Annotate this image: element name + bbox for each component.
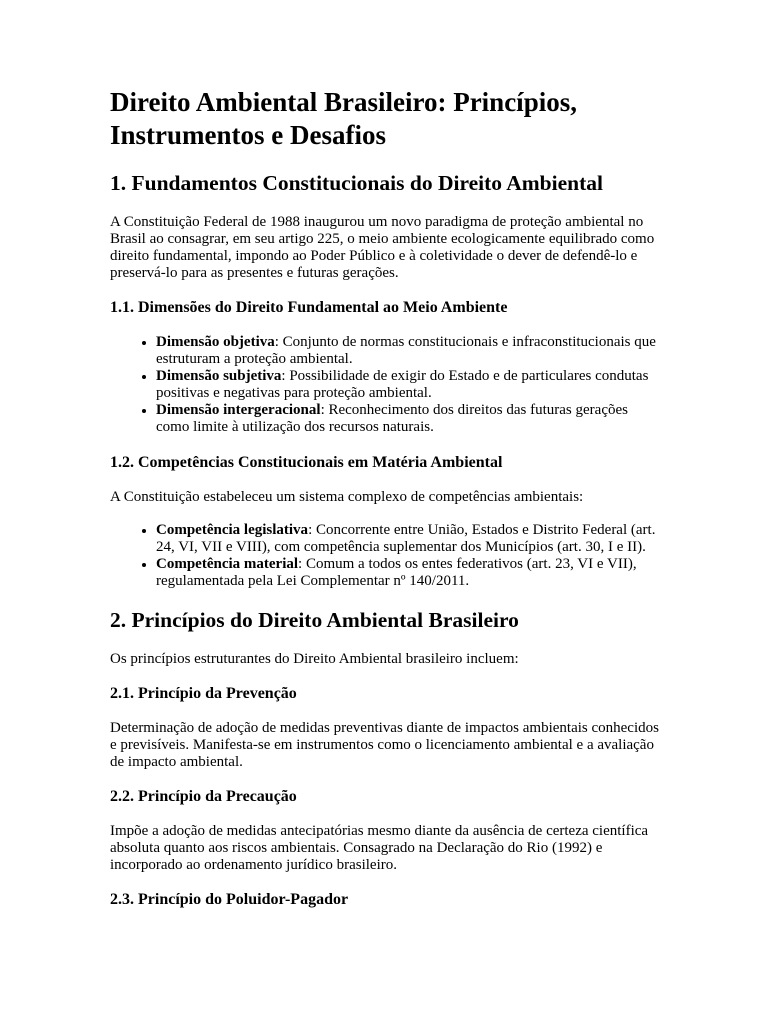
subsection-2-2-paragraph: Impõe a adoção de medidas antecipatórias mesmo diante da ausência de certeza científica absoluta quanto aos riscos ambientais. Consagrado na Declaração do Rio (1992) e incorporado ao ordenamento jurídico brasileiro.	[110, 823, 649, 873]
subsection-2-2-heading: 2.2. Princípio da Precaução	[110, 788, 297, 805]
list-item-text: : Comum a todos os entes federativos (art. 23, VI e VII), regulamentada pela Lei Complementar nº 140/2011.	[156, 556, 637, 589]
list-item-term: Competência material	[156, 556, 299, 572]
dimensions-list	[110, 334, 660, 436]
list-item-text: : Reconhecimento dos direitos das futuras gerações como limite à utilização dos recursos naturais.	[156, 402, 628, 435]
list-item-text: : Possibilidade de exigir do Estado e de particulares condutas positivas e negativas para proteção ambiental.	[156, 368, 649, 401]
document-title: Direito Ambiental Brasileiro: Princípios, Instrumentos e Desafios	[110, 87, 577, 150]
subsection-2-1-paragraph: Determinação de adoção de medidas preventivas diante de impactos ambientais conhecidos e previsíveis. Manifesta-se em instrumentos como o licenciamento ambiental e a avaliação de impacto ambiental.	[110, 720, 659, 770]
list-item-term: Dimensão objetiva	[156, 334, 275, 350]
subsection-1-2-heading: 1.2. Competências Constitucionais em Matéria Ambiental	[110, 454, 503, 471]
list-item	[156, 402, 660, 436]
list-item-term: Dimensão intergeracional	[156, 402, 321, 418]
subsection-2-3-heading: 2.3. Princípio do Poluidor-Pagador	[110, 891, 349, 908]
list-item	[156, 368, 660, 402]
list-item	[156, 556, 660, 590]
subsection-1-1-heading: 1.1. Dimensões do Direito Fundamental ao Meio Ambiente	[110, 299, 508, 316]
list-item-text: : Conjunto de normas constitucionais e infraconstitucionais que estruturam a proteção ambiental.	[156, 334, 656, 367]
list-item-text: : Concorrente entre União, Estados e Distrito Federal (art. 24, VI, VII e VIII), com competência suplementar dos Municípios (art. 30, I e II).	[156, 522, 656, 555]
section-2-heading: 2. Princípios do Direito Ambiental Brasileiro	[110, 608, 519, 632]
list-item	[156, 522, 660, 556]
subsection-1-2-intro: A Constituição estabeleceu um sistema complexo de competências ambientais:	[110, 489, 584, 505]
competences-list	[110, 522, 660, 590]
section-1-paragraph: A Constituição Federal de 1988 inaugurou um novo paradigma de proteção ambiental no Brasil ao consagrar, em seu artigo 225, o meio ambiente ecologicamente equilibrado como direito fundamental, impondo ao Poder Público e à coletividade o dever de defendê-lo e preservá-lo para as presentes e futuras gerações.	[110, 214, 655, 281]
section-1-heading: 1. Fundamentos Constitucionais do Direito Ambiental	[110, 171, 603, 195]
subsection-2-1-heading: 2.1. Princípio da Prevenção	[110, 685, 297, 702]
list-item-term: Competência legislativa	[156, 522, 309, 538]
list-item-term: Dimensão subjetiva	[156, 368, 282, 384]
section-2-paragraph: Os princípios estruturantes do Direito Ambiental brasileiro incluem:	[110, 651, 519, 667]
list-item	[156, 334, 660, 368]
